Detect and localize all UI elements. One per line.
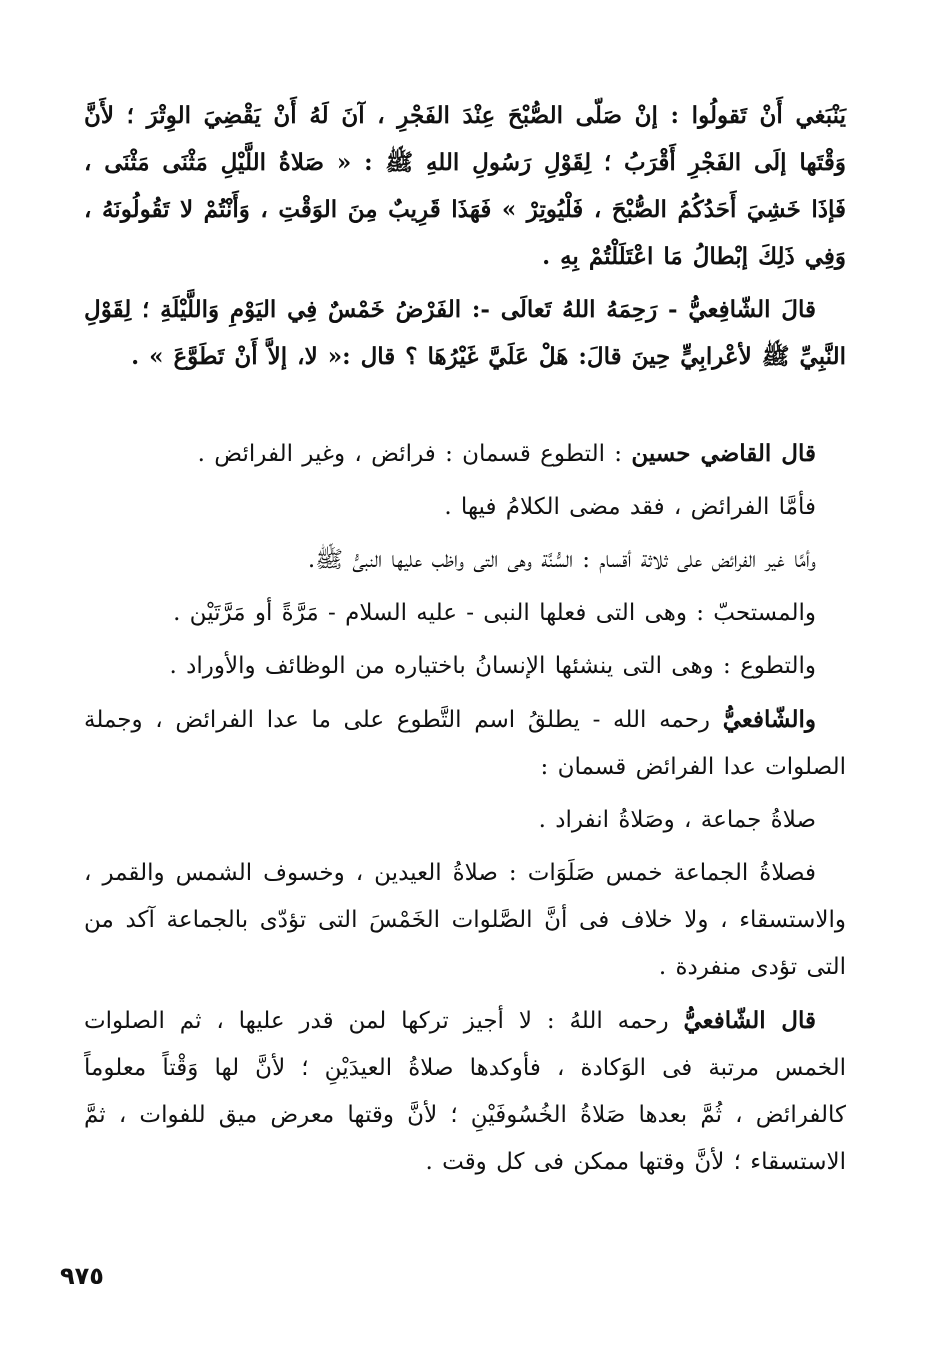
paragraph-body: : التطوع قسمان : فرائض ، وغير الفرائض . <box>197 441 632 467</box>
paragraph-1 <box>84 430 846 478</box>
paragraph-body: فأمَّا الفرائض ، فقد مضى الكلامُ فيها . <box>444 494 816 520</box>
paragraph-8 <box>84 850 846 991</box>
vocalized-text-section <box>84 92 846 380</box>
paragraph-lead: قال الشّافعيُّ <box>683 1007 816 1034</box>
paragraph-6 <box>84 696 846 791</box>
paragraph-body: وأمَّا غير الفرائض على ثلاثة أقسام : السُّنَّة وهى التى واظب عليها النبىُّ ﷺ. <box>307 547 816 573</box>
paragraph-body: رحمه الله - يطلقُ اسم التَّطوع على ما عدا الفرائض ، وجملة الصلوات عدا الفرائض قسمان : <box>84 707 846 780</box>
paragraph-quote-2: قالَ الشّافِعيُّ - رَحِمَهُ اللهُ تَعالَى -: الفَرْضُ خَمْسٌ فِي اليَوْمِ وَاللَّيْلَةِ ؛ لِقَوْلِ النَّبِيِّ ﷺ لأعْرابِيٍّ حِينَ قالَ: هَلْ عَلَيَّ غَيْرُهَا ؟ قال :« لا، إلاَّ أَنْ تَطَوَّعَ » . <box>84 296 846 370</box>
paragraph-7 <box>84 797 846 844</box>
paragraph-5 <box>84 643 846 690</box>
paragraph-body: فصلاةُ الجماعة خمس صَلَوَات : صلاةُ العيدين ، وخسوف الشمس والقمر ، والاستسقاء ، ولا خلاف فى أنَّ الصَّلوات الخَمْسَ التى تؤدّى بالجماعة آكد من التى تؤدى منفردة . <box>84 860 846 980</box>
paragraph-3 <box>84 537 846 584</box>
paragraph-4 <box>84 590 846 637</box>
paragraph-9 <box>84 997 846 1186</box>
paragraph-quote-1: يَنْبَغي أَنْ تَقولُوا : إنْ صَلّى الصُّبْحَ عِنْدَ الفَجْرِ ، آنَ لَهُ أَنْ يَقْضِيَ الوِتْرَ ؛ لأَنَّ وَقْتَها إلَى الفَجْرِ أَقْرَبُ ؛ لِقَوْلِ رَسُولِ اللهِ ﷺ : « صَلاةُ اللَّيْلِ مَثْنَى مَثْنَى ، فَإذَا خَشِيَ أَحَدُكُمُ الصُّبْحَ ، فَلْيُوتِرْ » فَهَذَا قَرِيبٌ مِنَ الوَقْتِ ، وَأَنْتُمْ لا تَقُولُونَهُ ، وَفِي ذَلِكَ إبْطالُ مَا اعْتَلَلْتُمْ بِهِ . <box>84 102 846 270</box>
paragraph-lead: والشّافعيُّ <box>722 706 816 733</box>
commentary-text-section <box>84 430 846 1186</box>
paragraph-lead: قال القاضي حسين <box>631 440 816 467</box>
paragraph-2 <box>84 484 846 531</box>
paragraph-body: رحمه اللهُ : لا أجيز تركها لمن قدر عليها ، ثم الصلوات الخمس مرتبة فى الوَكادة ، فأوكدها صلاةُ العيدَيْنِ ؛ لأنَّ لها وَقْتاً معلوماً كالفرائض ، ثُمَّ بعدها صَلاةُ الخُسُوفَيْنِ ؛ لأنَّ وقتها معرض ميق للفوات ، ثمَّ الاستسقاء ؛ لأنَّ وقتها ممكن فى كل وقت . <box>84 1008 846 1175</box>
paragraph-body: والمستحبّ : وهى التى فعلها النبى - عليه السلام - مَرَّةً أو مَرَّتَيْن . <box>173 600 816 626</box>
paragraph-body: صلاةُ جماعة ، وصَلاةُ انفراد . <box>538 807 816 833</box>
paragraph-body: والتطوع : وهى التى ينشئها الإنسانُ باختياره من الوظائف والأوراد . <box>169 653 816 679</box>
page-number: ٩٧٥ <box>60 1262 104 1290</box>
